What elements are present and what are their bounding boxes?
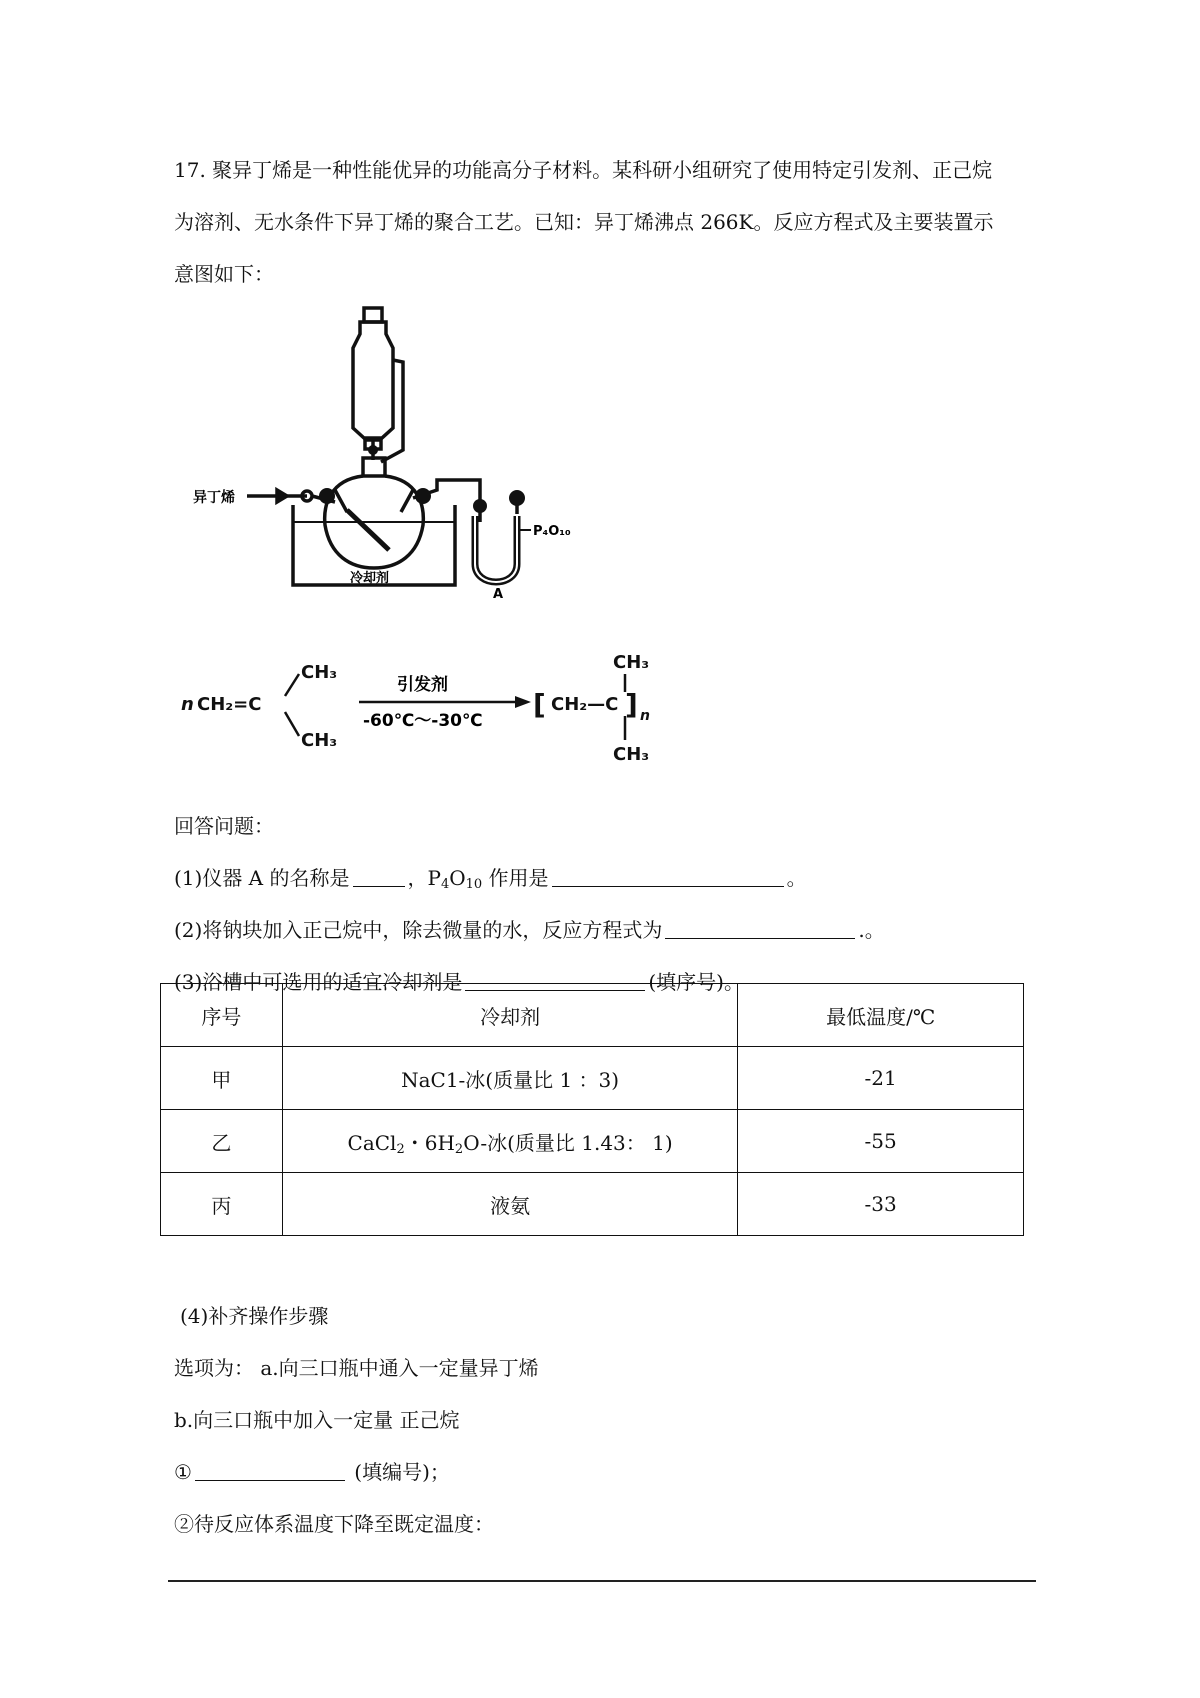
monomer-ch3-bottom: CH₃ (301, 730, 338, 751)
row-coolant: 液氨 (282, 1173, 737, 1236)
step4-title: (4)补齐操作步骤 (180, 1304, 329, 1328)
q1-blank-role[interactable] (552, 866, 784, 887)
product-ch3-bottom: CH₃ (613, 744, 650, 765)
answers-heading: 回答问题： (174, 814, 274, 838)
question-3: (3)浴槽中可选用的适宜冷却剂是 (填序号)。 (174, 970, 744, 994)
question-2: (2)将钠块加入正己烷中，除去微量的水，反应方程式为 .。 (174, 918, 885, 942)
header-coolant: 冷却剂 (282, 984, 737, 1047)
row-id: 丙 (161, 1173, 283, 1236)
tube-label: A (493, 587, 504, 602)
answers-section (174, 800, 1040, 1008)
left-stopper (319, 488, 335, 504)
catalyst-label: 引发剂 (397, 675, 448, 695)
footer-rule (168, 1580, 1036, 1582)
row-id: 乙 (161, 1110, 283, 1173)
intro-line-1: 17. 聚异丁烯是一种性能优异的功能高分子材料。某科研小组研究了使用特定引发剂、正己烷 (174, 158, 993, 182)
table-row (161, 1173, 1024, 1236)
step4-option-a: 选项为： a.向三口瓶中通入一定量异丁烯 (174, 1356, 539, 1380)
q2-blank[interactable] (665, 918, 855, 939)
bath-label: 冷却剂 (350, 571, 390, 586)
q1-blank-name[interactable] (353, 866, 405, 887)
row-coolant: CaCl$_2$・$6H_2O-$冰(质量比 1.43： 1) (282, 1110, 737, 1173)
step1-blank[interactable] (195, 1460, 345, 1481)
question-intro (174, 144, 1040, 300)
header-id: 序号 (161, 984, 283, 1047)
question-1: (1)仪器 A 的名称是 ，$P_4O_{10}$ 作用是 。 (174, 866, 807, 892)
close-bracket: ] (625, 688, 638, 721)
monomer-ch3-top: CH₃ (301, 662, 338, 683)
row-temp: -55 (738, 1110, 1024, 1173)
row-coolant: NaC1-冰(质量比 1 ：3) (282, 1047, 737, 1110)
table-header-row (161, 984, 1024, 1047)
apparatus-diagram (175, 300, 571, 602)
intro-line-3: 意图如下： (174, 262, 274, 286)
step4-step2: ②待反应体系温度下降至既定温度： (174, 1512, 494, 1536)
intro-line-2: 为溶剂、无水条件下异丁烯的聚合工艺。已知：异丁烯沸点 266K。反应方程式及主要装置示 (174, 210, 994, 234)
open-bracket: [ (533, 688, 546, 721)
funnel-stopper (364, 308, 382, 322)
table-row (161, 1110, 1024, 1173)
step4-section (174, 1290, 1040, 1550)
feed-label: 异丁烯 (193, 490, 235, 506)
product-unit: CH₂—C (551, 694, 619, 715)
coef-n: n (181, 694, 194, 715)
monomer: CH₂=C (197, 694, 262, 715)
table-row (161, 1047, 1024, 1110)
u-tube-cap (509, 490, 525, 506)
funnel-body (353, 322, 393, 438)
u-tube (475, 516, 517, 582)
row-id: 甲 (161, 1047, 283, 1110)
temperature-label: -60℃～-30℃ (363, 711, 483, 731)
product-n: n (640, 708, 650, 724)
row-temp: -33 (738, 1173, 1024, 1236)
row-temp: -21 (738, 1047, 1024, 1110)
right-stopper (415, 488, 431, 504)
product-ch3-top: CH₃ (613, 652, 650, 673)
coolant-table (160, 983, 1024, 1236)
header-temp: 最低温度/℃ (738, 984, 1024, 1047)
reaction-equation (175, 648, 695, 768)
step4-option-b: b.向三口瓶中加入一定量 正己烷 (174, 1408, 460, 1432)
desiccant-label: P₄O₁₀ (533, 524, 571, 539)
step4-step1: ① (填编号)； (174, 1460, 450, 1484)
